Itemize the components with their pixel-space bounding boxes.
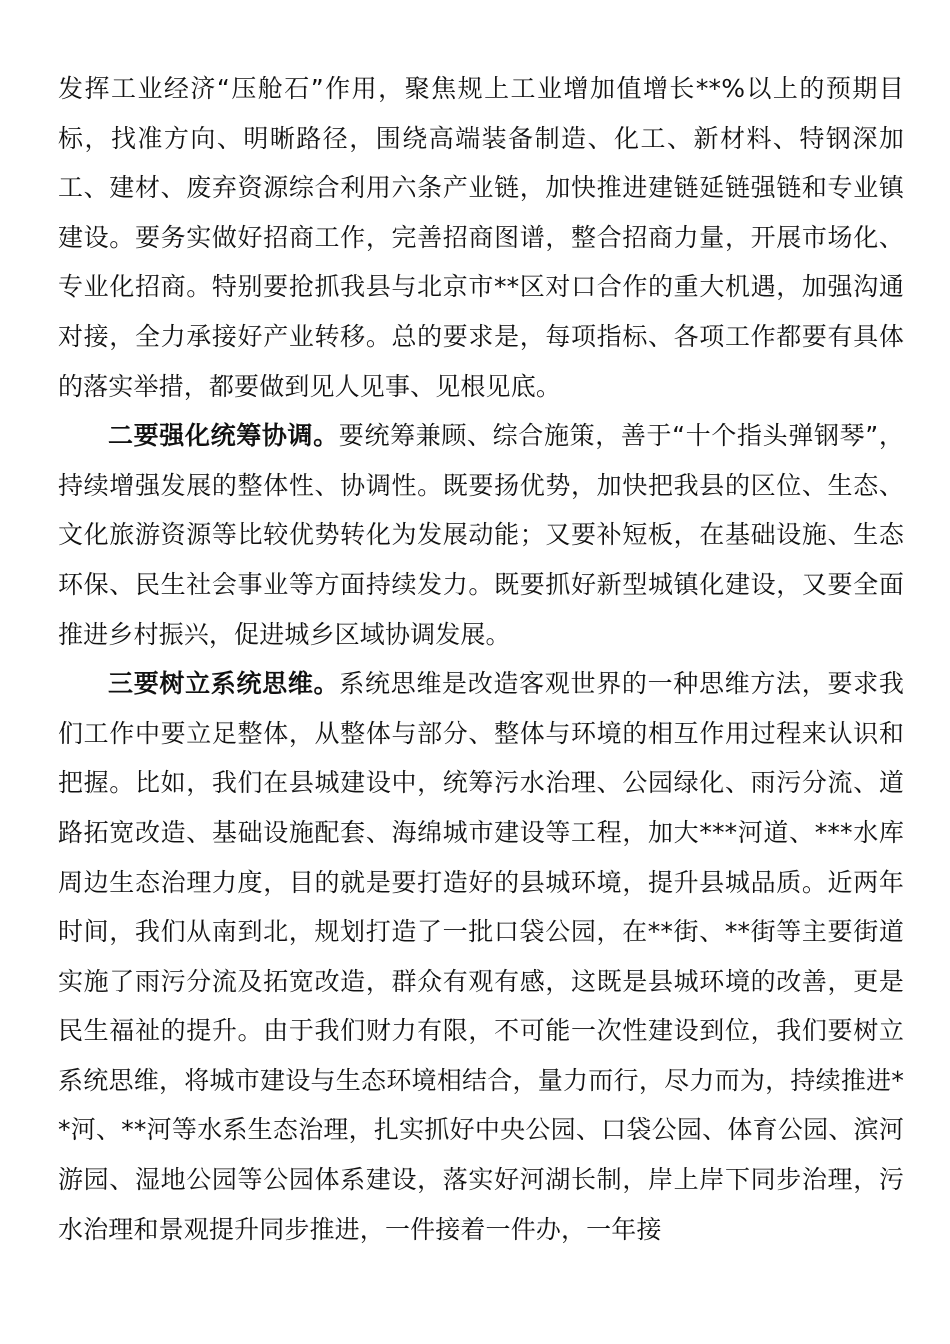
paragraph-1-text: 发挥工业经济“压舱石”作用，聚焦规上工业增加值增长**%以上的预期目标，找准方向、明晰路径，围绕高端装备制造、化工、新材料、特钢深加工、建材、废弃资源综合利用六条产业链，加快推进建链延链强链和专业镇建设。要务实做好招商工作，完善招商图谱，整合招商力量，开展市场化、专业化招商。特别要抢抓我县与北京市**区对口合作的重大机遇，加强沟通对接，全力承接好产业转移。总的要求是，每项指标、各项工作都要有具体的落实举措，都要做到见人见事、见根见底。	[58, 74, 904, 401]
paragraph-3-text: 系统思维是改造客观世界的一种思维方法，要求我们工作中要立足整体，从整体与部分、整体与环境的相互作用过程来认识和把握。比如，我们在县城建设中，统筹污水治理、公园绿化、雨污分流、道路拓宽改造、基础设施配套、海绵城市建设等工程，加大***河道、***水库周边生态治理力度，目的就是要打造好的县城环境，提升县城品质。近两年时间，我们从南到北，规划打造了一批口袋公园，在**街、**街等主要街道实施了雨污分流及拓宽改造，群众有观有感，这既是县城环境的改善，更是民生福祉的提升。由于我们财力有限，不可能一次性建设到位，我们要树立系统思维，将城市建设与生态环境相结合，量力而行，尽力而为，持续推进**河、**河等水系生态治理，扎实抓好中央公园、口袋公园、体育公园、滨河游园、湿地公园等公园体系建设，落实好河湖长制，岸上岸下同步治理，污水治理和景观提升同步推进，一件接着一件办，一年接	[58, 669, 904, 1244]
paragraph-2-heading: 二要强化统筹协调。	[108, 421, 339, 451]
paragraph-1	[58, 64, 904, 411]
document-page	[58, 64, 904, 1254]
paragraph-3	[58, 659, 904, 1254]
paragraph-2-text: 要统筹兼顾、综合施策，善于“十个指头弹钢琴”，持续增强发展的整体性、协调性。既要扬优势，加快把我县的区位、生态、文化旅游资源等比较优势转化为发展动能；又要补短板，在基础设施、生态环保、民生社会事业等方面持续发力。既要抓好新型城镇化建设，又要全面推进乡村振兴，促进城乡区域协调发展。	[58, 421, 904, 649]
paragraph-2	[58, 411, 904, 659]
paragraph-3-heading: 三要树立系统思维。	[108, 669, 340, 699]
